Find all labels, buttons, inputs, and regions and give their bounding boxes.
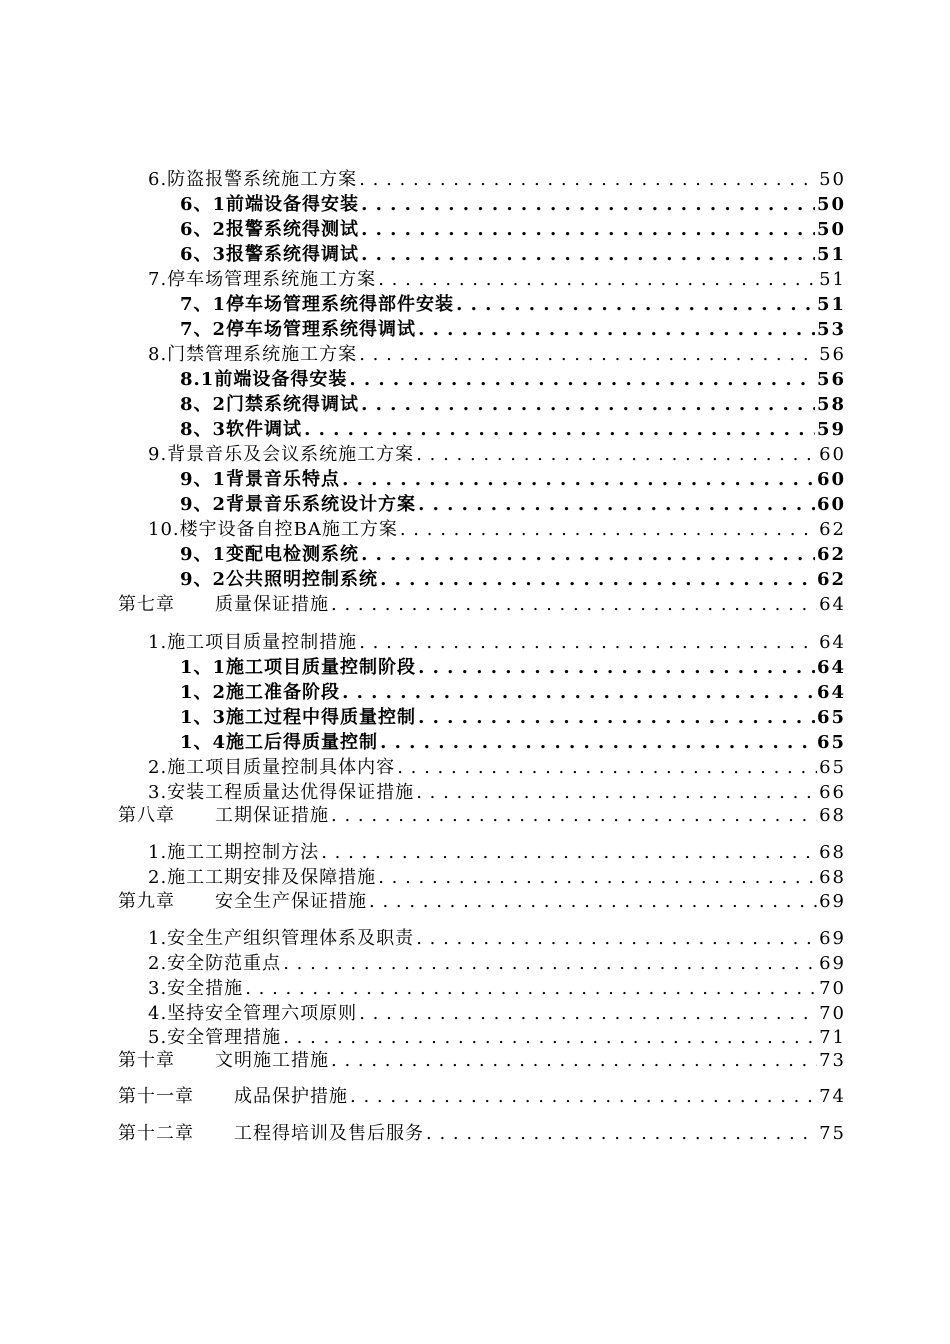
chapter-number: 第八章: [118, 805, 175, 826]
page-number: 51: [816, 244, 846, 265]
page-number: 69: [819, 891, 846, 912]
toc-entry[interactable]: [180, 467, 846, 493]
toc-entry-title: 2.安全防范重点: [148, 953, 282, 974]
toc-entry[interactable]: [118, 1121, 846, 1147]
chapter-number: 第九章: [118, 891, 175, 912]
toc-entry[interactable]: [148, 755, 846, 781]
dot-leader: [380, 730, 815, 756]
toc-entry[interactable]: [180, 567, 846, 593]
page-number: 64: [819, 632, 846, 653]
dot-leader: [361, 217, 815, 243]
dot-leader: [418, 655, 815, 681]
page-number: 50: [819, 169, 846, 190]
dot-leader: [361, 242, 815, 268]
chapter-title: 安全生产保证措施: [215, 891, 367, 912]
toc-entry[interactable]: [148, 840, 846, 866]
dot-leader: [397, 755, 817, 781]
dot-leader: [380, 567, 815, 593]
toc-entry[interactable]: [180, 542, 846, 568]
toc-entry-title: 1.安全生产组织管理体系及职责: [148, 928, 415, 949]
dot-leader: [361, 542, 815, 568]
toc-entry-title: 1、3施工过程中得质量控制: [180, 707, 417, 728]
toc-entry-title: 8.门禁管理系统施工方案: [148, 344, 358, 365]
page-number: 51: [816, 294, 846, 315]
toc-entry[interactable]: [180, 367, 846, 393]
toc-entry[interactable]: [180, 417, 846, 443]
toc-entry[interactable]: [180, 317, 846, 343]
toc-entry-title: 9、1变配电检测系统: [180, 544, 360, 565]
toc-entry[interactable]: [148, 976, 846, 1002]
page-number: 69: [819, 928, 846, 949]
dot-leader: [361, 392, 815, 418]
toc-entry[interactable]: [180, 705, 846, 731]
page-number: 69: [819, 953, 846, 974]
dot-leader: [304, 417, 815, 443]
dot-leader: [331, 803, 817, 829]
toc-entry-title: [118, 803, 329, 829]
toc-entry[interactable]: [180, 492, 846, 518]
toc-entry-title: 6、3报警系统得调试: [180, 244, 360, 265]
dot-leader: [349, 367, 815, 393]
toc-entry-title: 5.安全管理措施: [148, 1027, 282, 1048]
page-number: 53: [816, 319, 846, 340]
page-number: 64: [816, 657, 846, 678]
dot-leader: [416, 926, 817, 952]
dot-leader: [342, 680, 815, 706]
dot-leader: [359, 630, 817, 656]
toc-entry-title: 1.施工项目质量控制措施: [148, 632, 358, 653]
toc-entry[interactable]: [118, 1048, 846, 1074]
page-number: 62: [816, 544, 846, 565]
toc-entry-title: 6.防盗报警系统施工方案: [148, 169, 358, 190]
page-number: 60: [816, 494, 846, 515]
page-number: 71: [819, 1027, 846, 1048]
toc-entry-title: 9、2背景音乐系统设计方案: [180, 494, 417, 515]
chapter-title: 工期保证措施: [215, 805, 329, 826]
chapter-number: 第十二章: [118, 1123, 194, 1144]
toc-entry-title: 6、2报警系统得测试: [180, 219, 360, 240]
dot-leader: [359, 167, 817, 193]
page-number: 60: [816, 469, 846, 490]
dot-leader: [342, 467, 815, 493]
page-number: 56: [816, 369, 846, 390]
page-number: 74: [819, 1086, 846, 1107]
page-number: 65: [819, 757, 846, 778]
dot-leader: [361, 192, 815, 218]
toc-entry-title: 8、3软件调试: [180, 419, 303, 440]
toc-entry-title: 8、2门禁系统得调试: [180, 394, 360, 415]
dot-leader: [418, 705, 815, 731]
toc-entry-title: [118, 889, 367, 915]
page-number: 68: [819, 842, 846, 863]
toc-entry[interactable]: [180, 292, 846, 318]
page-number: 73: [819, 1050, 846, 1071]
page-number: 70: [819, 1003, 846, 1024]
dot-leader: [418, 317, 815, 343]
toc-entry[interactable]: [118, 1084, 846, 1110]
toc-entry[interactable]: [118, 889, 846, 915]
toc-entry[interactable]: [148, 267, 846, 293]
page-number: 66: [819, 782, 846, 803]
toc-entry[interactable]: [148, 926, 846, 952]
toc-entry[interactable]: [148, 951, 846, 977]
toc-entry[interactable]: [148, 1001, 846, 1027]
chapter-number: 第十章: [118, 1050, 175, 1071]
page-number: 58: [816, 394, 846, 415]
dot-leader: [359, 1001, 817, 1027]
page-number: 62: [816, 569, 846, 590]
page-number: 56: [819, 344, 846, 365]
toc-entry-title: 4.坚持安全管理六项原则: [148, 1003, 358, 1024]
toc-entry-title: 7、1停车场管理系统得部件安装: [180, 294, 455, 315]
toc-entry[interactable]: [148, 517, 846, 543]
toc-entry-title: 10.楼宇设备自控BA施工方案: [148, 519, 398, 540]
chapter-number: 第十一章: [118, 1086, 194, 1107]
dot-leader: [418, 492, 815, 518]
toc-entry-title: 2.施工项目质量控制具体内容: [148, 757, 396, 778]
toc-entry[interactable]: [148, 167, 846, 193]
dot-leader: [331, 1048, 817, 1074]
dot-leader: [426, 1121, 817, 1147]
toc-entry[interactable]: [118, 803, 846, 829]
dot-leader: [359, 342, 817, 368]
page-number: 65: [816, 732, 846, 753]
toc-entry[interactable]: [180, 242, 846, 268]
toc-entry-title: 7.停车场管理系统施工方案: [148, 269, 377, 290]
page-number: 59: [816, 419, 846, 440]
toc-entry-title: 1、1施工项目质量控制阶段: [180, 657, 417, 678]
toc-entry[interactable]: [148, 442, 846, 468]
chapter-title: 工程得培训及售后服务: [234, 1123, 424, 1144]
chapter-number: 第七章: [118, 594, 175, 615]
toc-entry[interactable]: [180, 217, 846, 243]
dot-leader: [416, 442, 817, 468]
page-number: 51: [819, 269, 846, 290]
toc-entry-title: 6、1前端设备得安装: [180, 194, 360, 215]
page-number: 65: [816, 707, 846, 728]
dot-leader: [283, 951, 817, 977]
toc-entry-title: 3.安全措施: [148, 978, 244, 999]
toc-entry[interactable]: [148, 342, 846, 368]
toc-entry-title: 7、2停车场管理系统得调试: [180, 319, 417, 340]
toc-entry[interactable]: [180, 730, 846, 756]
toc-entry-title: 1.施工工期控制方法: [148, 842, 320, 863]
toc-entry[interactable]: [180, 392, 846, 418]
chapter-title: 文明施工措施: [215, 1050, 329, 1071]
chapter-title: 质量保证措施: [215, 594, 329, 615]
dot-leader: [378, 267, 817, 293]
dot-leader: [400, 517, 817, 543]
dot-leader: [378, 865, 817, 891]
toc-entry-title: 9.背景音乐及会议系统施工方案: [148, 444, 415, 465]
toc-entry-title: [118, 592, 329, 618]
toc-entry-title: 1、2施工准备阶段: [180, 682, 341, 703]
toc-entry[interactable]: [180, 192, 846, 218]
page-number: 64: [816, 682, 846, 703]
dot-leader: [350, 1084, 817, 1110]
page-number: 64: [819, 594, 846, 615]
toc-entry-title: 9、2公共照明控制系统: [180, 569, 379, 590]
toc-entry[interactable]: [148, 865, 846, 891]
dot-leader: [321, 840, 817, 866]
page-number: 60: [819, 444, 846, 465]
toc-entry[interactable]: [180, 680, 846, 706]
dot-leader: [456, 292, 815, 318]
dot-leader: [369, 889, 817, 915]
toc-entry[interactable]: [148, 630, 846, 656]
dot-leader: [331, 592, 817, 618]
toc-entry[interactable]: [180, 655, 846, 681]
toc-entry-title: 3.安装工程质量达优得保证措施: [148, 782, 415, 803]
toc-entry-title: [118, 1121, 424, 1147]
toc-entry-title: [118, 1084, 348, 1110]
page-number: 70: [819, 978, 846, 999]
toc-entry-title: 8.1前端设备得安装: [180, 369, 348, 390]
page-number: 62: [819, 519, 846, 540]
page-number: 50: [816, 194, 846, 215]
toc-entry-title: 1、4施工后得质量控制: [180, 732, 379, 753]
page-number: 75: [819, 1123, 846, 1144]
toc-entry[interactable]: [118, 592, 846, 618]
toc-entry-title: 2.施工工期安排及保障措施: [148, 867, 377, 888]
page-number: 68: [819, 805, 846, 826]
page-number: 50: [816, 219, 846, 240]
dot-leader: [245, 976, 817, 1002]
toc-entry-title: [118, 1048, 329, 1074]
page-number: 68: [819, 867, 846, 888]
toc-entry-title: 9、1背景音乐特点: [180, 469, 341, 490]
chapter-title: 成品保护措施: [234, 1086, 348, 1107]
